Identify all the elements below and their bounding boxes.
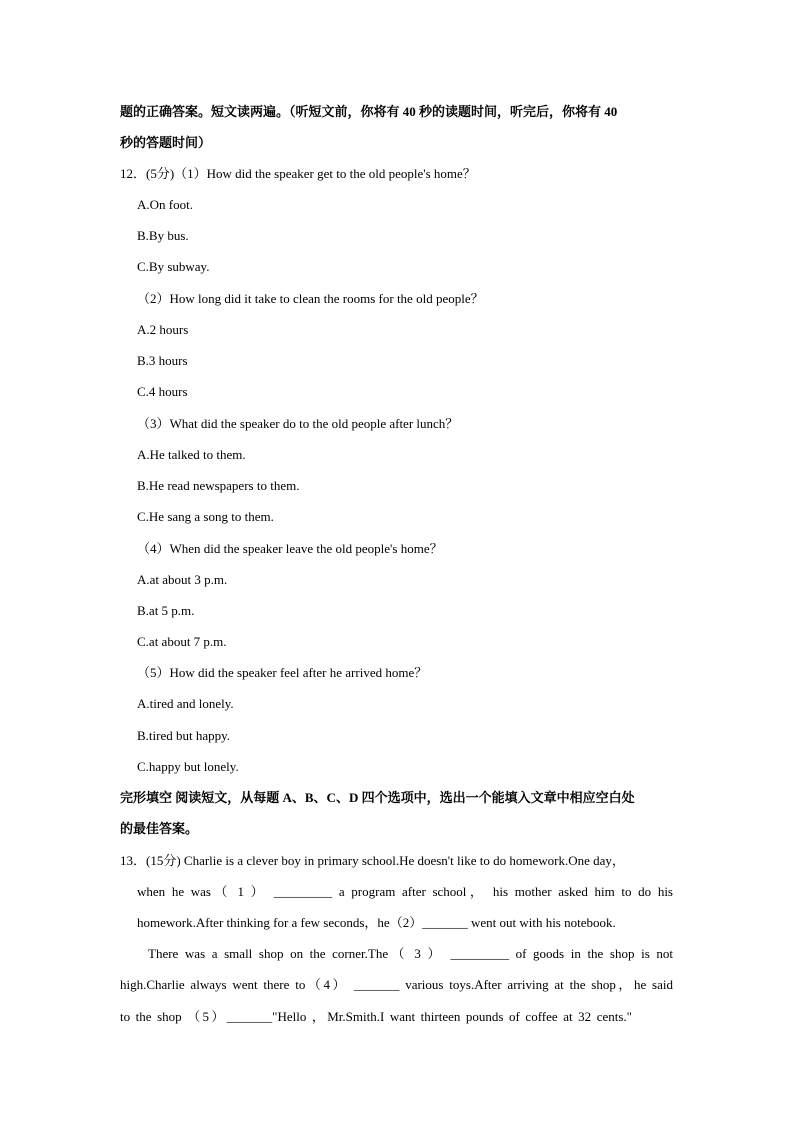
q12-1-option-c: C.By subway.: [137, 259, 210, 274]
q12-5-option-c: C.happy but lonely.: [137, 759, 239, 774]
q12-5-option-b: B.tired but happy.: [137, 728, 231, 743]
q12-4-option-b: B.at 5 p.m.: [137, 603, 195, 618]
instruction-line-1: 题的正确答案。短文读两遍。（听短文前，你将有 40 秒的读题时间，听完后，你将有 40: [120, 104, 618, 119]
q12-5-option-a: A.tired and lonely.: [137, 696, 234, 711]
q12-1-option-b: B.By bus.: [137, 228, 189, 243]
q13-line-2: when he was（ 1 ） _________ a program after school， his mother asked him to do his: [137, 884, 673, 899]
q13-line-3: homework.After thinking for a few seconds，he（2）_______ went out with his notebook.: [137, 915, 616, 930]
q12-4-stem: （4）When did the speaker leave the old people's home？: [137, 541, 443, 556]
q12-2-option-a: A.2 hours: [137, 322, 189, 337]
q13-line-5: high.Charlie always went there to（4） _______ various toys.After arriving at the shop，he said: [120, 977, 673, 992]
q12-4-option-a: A.at about 3 p.m.: [137, 572, 228, 587]
q12-3-stem: （3）What did the speaker do to the old people after lunch？: [137, 416, 459, 431]
q12-1-option-a: A.On foot.: [137, 197, 193, 212]
q12-2-option-c: C.4 hours: [137, 384, 188, 399]
q12-2-option-b: B.3 hours: [137, 353, 188, 368]
q12-2-stem: （2）How long did it take to clean the rooms for the old people？: [137, 291, 484, 306]
q12-stem: 12．(5分)（1）How did the speaker get to the old people's home？: [120, 166, 476, 181]
instruction-line-2: 秒的答题时间）: [120, 135, 212, 150]
q12-5-stem: （5）How did the speaker feel after he arrived home？: [137, 665, 428, 680]
q13-line-1: 13．(15分) Charlie is a clever boy in primary school.He doesn't like to do homework.One day，: [120, 853, 625, 868]
q13-line-6: to the shop （5）_______"Hello ，Mr.Smith.I want thirteen pounds of coffee at 32 cents.": [120, 1009, 632, 1024]
q12-3-option-b: B.He read newspapers to them.: [137, 478, 300, 493]
q12-4-option-c: C.at about 7 p.m.: [137, 634, 227, 649]
q12-3-option-c: C.He sang a song to them.: [137, 509, 274, 524]
q12-3-option-a: A.He talked to them.: [137, 447, 246, 462]
cloze-instruction-line-2: 的最佳答案。: [120, 821, 199, 836]
cloze-instruction-line-1: 完形填空 阅读短文，从每题 A、B、C、D 四个选项中，选出一个能填入文章中相应空白处: [120, 790, 635, 805]
q13-line-4: There was a small shop on the corner.The（ 3 ） _________ of goods in the shop is not: [148, 946, 673, 961]
